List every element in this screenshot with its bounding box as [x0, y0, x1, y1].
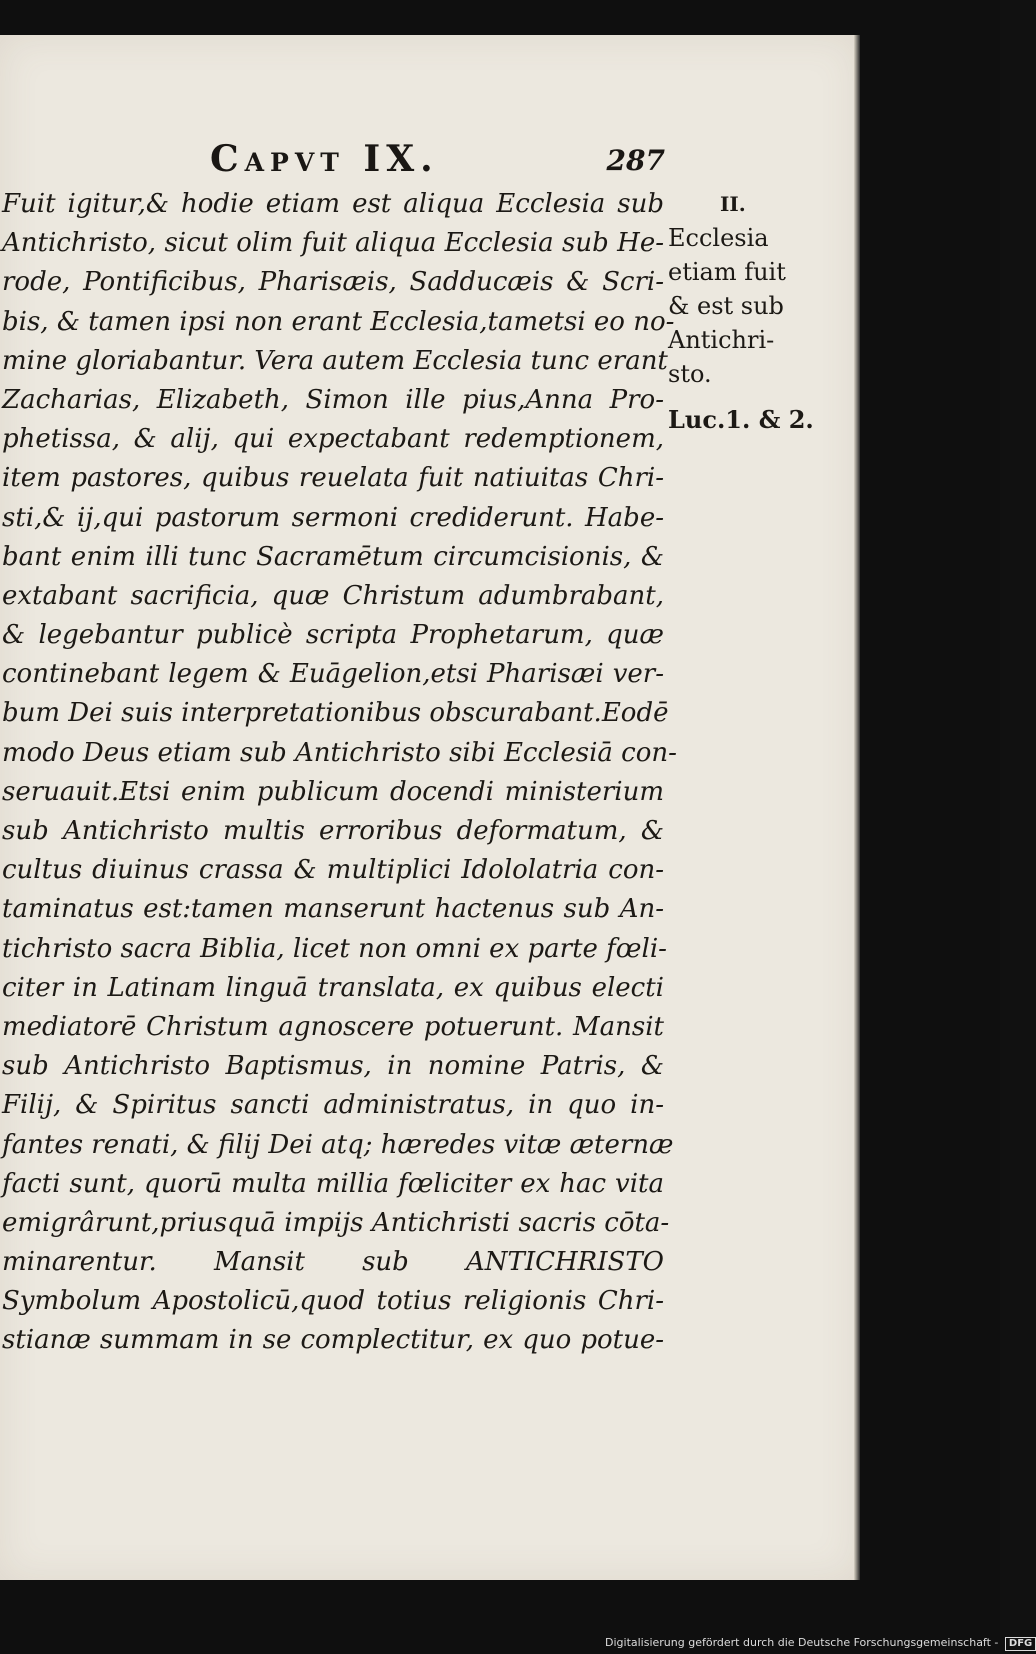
funding-credit: Digitalisierung gefördert durch die Deutsche Forschungsgemeinschaft - — [605, 1636, 999, 1649]
text-line: Symbolum Apostolicū,quod totius religionis Chri- — [2, 1286, 664, 1317]
text-line: tichristo sacra Biblia, licet non omni ex parte fœli- — [2, 933, 667, 964]
text-line: cultus diuinus crassa & multiplici Idololatria con- — [2, 855, 664, 886]
body-text — [0, 185, 677, 1365]
text-line: taminatus est:tamen manserunt hactenus sub An- — [2, 894, 664, 925]
margin-note — [668, 187, 818, 437]
margin-note-line: Antichri- — [668, 326, 775, 354]
margin-note-line: sto. — [668, 360, 712, 388]
text-line: stianæ summam in se complectitur, ex quo potue- — [2, 1325, 664, 1356]
text-line: Filij, & Spiritus sancti administratus, in quo in- — [2, 1090, 664, 1121]
margin-note-line: etiam fuit — [668, 258, 786, 286]
text-line: Zacharias, Elizabeth, Simon ille pius,Anna Pro- — [2, 384, 664, 415]
margin-note-number: II. — [720, 192, 746, 216]
text-line: mediatorē Christum agnoscere potuerunt. Mansit — [2, 1011, 664, 1042]
text-line: rode, Pontificibus, Pharisæis, Sadducæis & Scri- — [2, 267, 664, 298]
text-line: sub Antichristo Baptismus, in nomine Patris, & — [2, 1051, 664, 1082]
chapter-title: Capvt IX. — [210, 138, 439, 180]
text-line: item pastores, quibus reuelata fuit natiuitas Chri- — [2, 463, 664, 494]
page-number: 287 — [606, 144, 665, 177]
text-line: emigrârunt,priusquā impijs Antichristi sacris cōta- — [2, 1207, 670, 1238]
text-line: bant enim illi tunc Sacramētum circumcisionis, & — [2, 541, 664, 572]
text-line: mine gloriabantur. Vera autem Ecclesia tunc erant — [2, 345, 668, 376]
text-line: phetissa, & alij, qui expectabant redemptionem, — [2, 424, 664, 455]
text-line: citer in Latinam linguā translata, ex quibus electi — [2, 972, 664, 1003]
text-line: bum Dei suis interpretationibus obscurabant.Eodē — [2, 698, 669, 729]
text-line: extabant sacrificia, quæ Christum adumbrabant, — [2, 580, 664, 611]
text-line: fantes renati, & filij Dei atq; hæredes vitæ æternæ — [2, 1129, 674, 1160]
margin-note-line: Ecclesia — [668, 224, 769, 252]
page-header — [210, 138, 665, 178]
text-line: sub Antichristo multis erroribus deformatum, & — [2, 816, 664, 846]
text-line: Fuit igitur,& hodie etiam est aliqua Ecclesia sub — [2, 189, 664, 219]
margin-note-reference: Luc.1. & 2. — [668, 405, 814, 434]
text-line: bis, & tamen ipsi non erant Ecclesia,tametsi eo no- — [2, 306, 675, 337]
text-line: & legebantur publicè scripta Prophetarum, quæ — [2, 620, 664, 651]
book-page — [0, 35, 858, 1580]
footer-credit — [605, 1636, 1033, 1654]
dfg-logo: DFG — [1005, 1637, 1036, 1651]
text-line: Antichristo, sicut olim fuit aliqua Ecclesia sub He- — [2, 228, 664, 259]
text-line: sti,& ij,qui pastorum sermoni crediderunt. Habe- — [2, 502, 664, 533]
page-edge — [854, 35, 860, 1580]
text-line: facti sunt, quorū multa millia fœliciter ex hac vita — [2, 1168, 664, 1199]
text-line: continebant legem & Euāgelion,etsi Pharisæi ver- — [2, 659, 664, 690]
text-line: minarentur. Mansit sub ANTICHRISTO — [2, 1247, 664, 1278]
text-line: seruauit.Etsi enim publicum docendi ministerium — [2, 776, 664, 807]
margin-note-line: & est sub — [668, 292, 784, 320]
text-line: modo Deus etiam sub Antichristo sibi Ecclesiā con- — [2, 737, 677, 768]
